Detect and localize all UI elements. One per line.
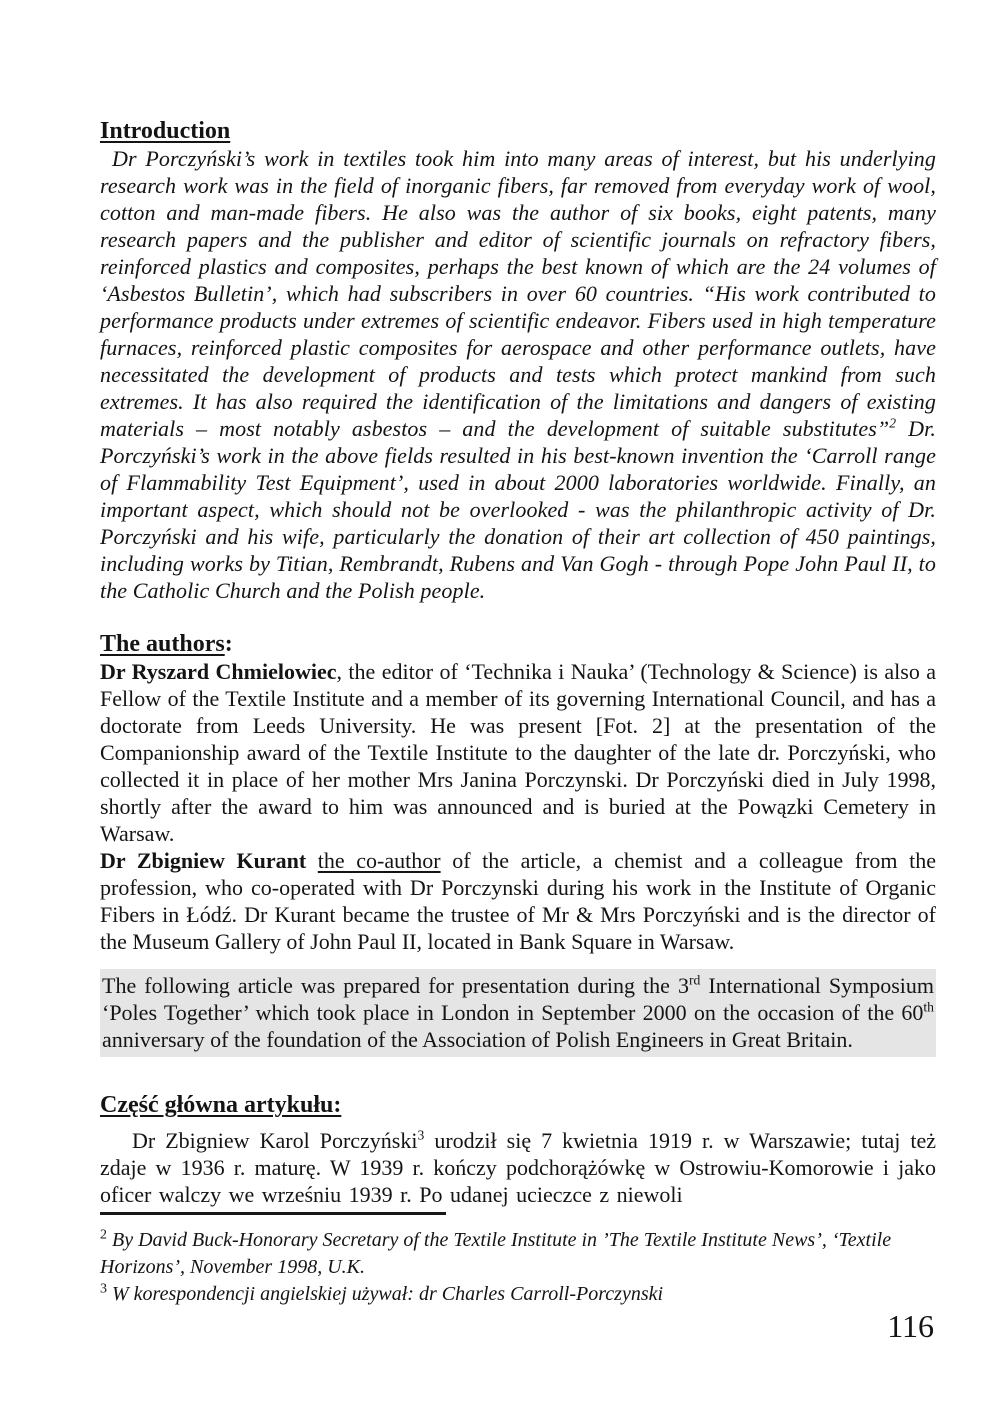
author-kurant-text: of the article, a chemist and a colleague from the profession, who co-operated with Dr Porczynski during his work in the Institute of Organic Fibers in Łódź. Dr Kurant became the trustee of Mr & Mrs Porczyński and is the director of the Museum Gallery of John Paul II, located in Bank Square in Warsaw. bbox=[100, 848, 937, 954]
section-authors bbox=[100, 631, 936, 955]
main-article-heading bbox=[100, 1092, 936, 1119]
ordinal-superscript-rd: rd bbox=[688, 972, 701, 988]
authors-heading-colon: : bbox=[224, 631, 233, 657]
symposium-note-highlighted-paragraph bbox=[100, 969, 936, 1057]
footnote-2 bbox=[100, 1227, 936, 1281]
spacer bbox=[100, 604, 936, 631]
footnote-3-text: W korespondencji angielskiej używał: dr Charles Carroll-Porczynski bbox=[107, 1283, 664, 1305]
introduction-heading-text: Introduction bbox=[100, 118, 231, 144]
footnote-3 bbox=[100, 1281, 936, 1308]
spacer bbox=[100, 1119, 936, 1127]
footnote-2-marker: 2 bbox=[100, 1227, 107, 1243]
author-paragraph-chmielowiec bbox=[100, 658, 936, 847]
main-article-text-before-ref: Dr Zbigniew Karol Porczyński bbox=[132, 1128, 418, 1153]
author-name-kurant: Dr Zbigniew Kurant bbox=[100, 848, 318, 873]
section-introduction bbox=[100, 118, 936, 604]
symposium-note-text-3: anniversary of the foundation of the Association of Polish Engineers in Great Britain. bbox=[102, 1027, 853, 1052]
author-chmielowiec-text: , the editor of ‘Technika i Nauka’ (Technology & Science) is also a Fellow of the Textile Institute and a member of its governing International Council, and has a doctorate from Leeds University. He was present [Fot. 2] at the presentation of the Companionship award of the Textile Institute to the daughter of the late dr. Porczyński, who collected it in place of her mother Mrs Janina Porczynski. Dr Porczyński died in July 1998, shortly after the award to him was announced and is buried at the Powązki Cemetery in Warsaw. bbox=[100, 659, 937, 846]
section-main-article bbox=[100, 1092, 936, 1208]
footnote-divider-rule bbox=[100, 1212, 446, 1215]
footnote-reference-2: 2 bbox=[889, 415, 897, 431]
footnote-block bbox=[100, 1212, 936, 1308]
footnote-reference-3: 3 bbox=[417, 1127, 425, 1143]
main-article-paragraph bbox=[100, 1127, 936, 1208]
spacer bbox=[100, 1057, 936, 1084]
main-article-text-after-ref: urodził się 7 kwietnia 1919 r. w Warszawie; tutaj też zdaje w 1936 r. maturę. W 1939 r. kończy podchorążówkę w Ostrowiu-Komorowie i jako oficer walczy we wrześniu 1939 r. Po udanej ucieczce z niewoli bbox=[100, 1128, 937, 1207]
ordinal-superscript-th: th bbox=[923, 999, 934, 1015]
authors-heading-text: The authors bbox=[100, 631, 225, 657]
footnote-2-text: By David Buck-Honorary Secretary of the Textile Institute in ’The Textile Institute News’, ‘Textile Horizons’, November 1998, U.K. bbox=[100, 1229, 892, 1278]
spacer bbox=[100, 955, 936, 969]
section-symposium-note bbox=[100, 969, 936, 1057]
page-number: 116 bbox=[887, 1308, 934, 1344]
introduction-paragraph bbox=[100, 145, 936, 604]
author-paragraph-kurant bbox=[100, 847, 936, 955]
footnote-3-marker: 3 bbox=[100, 1281, 107, 1297]
co-author-underlined-text: the co-author bbox=[317, 848, 441, 873]
main-article-heading-text: Część główna artykułu: bbox=[100, 1092, 342, 1118]
symposium-note-text-2: International Symposium ‘Poles Together’ which took place in London in September 2000 on the occasion of the 60 bbox=[102, 973, 935, 1025]
symposium-note-text-1: The following article was prepared for presentation during the 3 bbox=[102, 973, 689, 998]
introduction-text-before-ref: Dr Porczyński’s work in textiles took him into many areas of interest, but his underlying research work was in the field of inorganic fibers, far removed from everyday work of wool, cotton and man-made fibers. He also was the author of six books, eight patents, many research papers and the publisher and editor of scientific journals on refractory fibers, reinforced plastics and composites, perhaps the best known of which are the 24 volumes of ‘Asbestos Bulletin’, which had subscribers in over 60 countries. “His work contributed to performance products under extremes of scientific endeavor. Fibers used in high temperature furnaces, reinforced plastic composites for aerospace and other performance outlets, have necessitated the development of products and tests which protect mankind from such extremes. It has also required the identification of the limitations and dangers of existing materials – most notably asbestos – and the development of suitable substitutes” bbox=[100, 146, 936, 441]
spacer bbox=[100, 1084, 936, 1092]
introduction-text-after-ref: Dr. Porczyński’s work in the above fields resulted in his best-known invention the ‘Carroll range of Flammability Test Equipment’, used in about 2000 laboratories worldwide. Finally, an important aspect, which should not be overlooked - was the philanthropic activity of Dr. Porczyński and his wife, particularly the donation of their art collection of 450 paintings, including works by Titian, Rembrandt, Rubens and Van Gogh - through Pope John Paul II, to the Catholic Church and the Polish people. bbox=[100, 416, 936, 603]
introduction-heading bbox=[100, 118, 936, 145]
authors-heading bbox=[100, 631, 936, 658]
author-name-chmielowiec: Dr Ryszard Chmielowiec bbox=[100, 659, 337, 684]
